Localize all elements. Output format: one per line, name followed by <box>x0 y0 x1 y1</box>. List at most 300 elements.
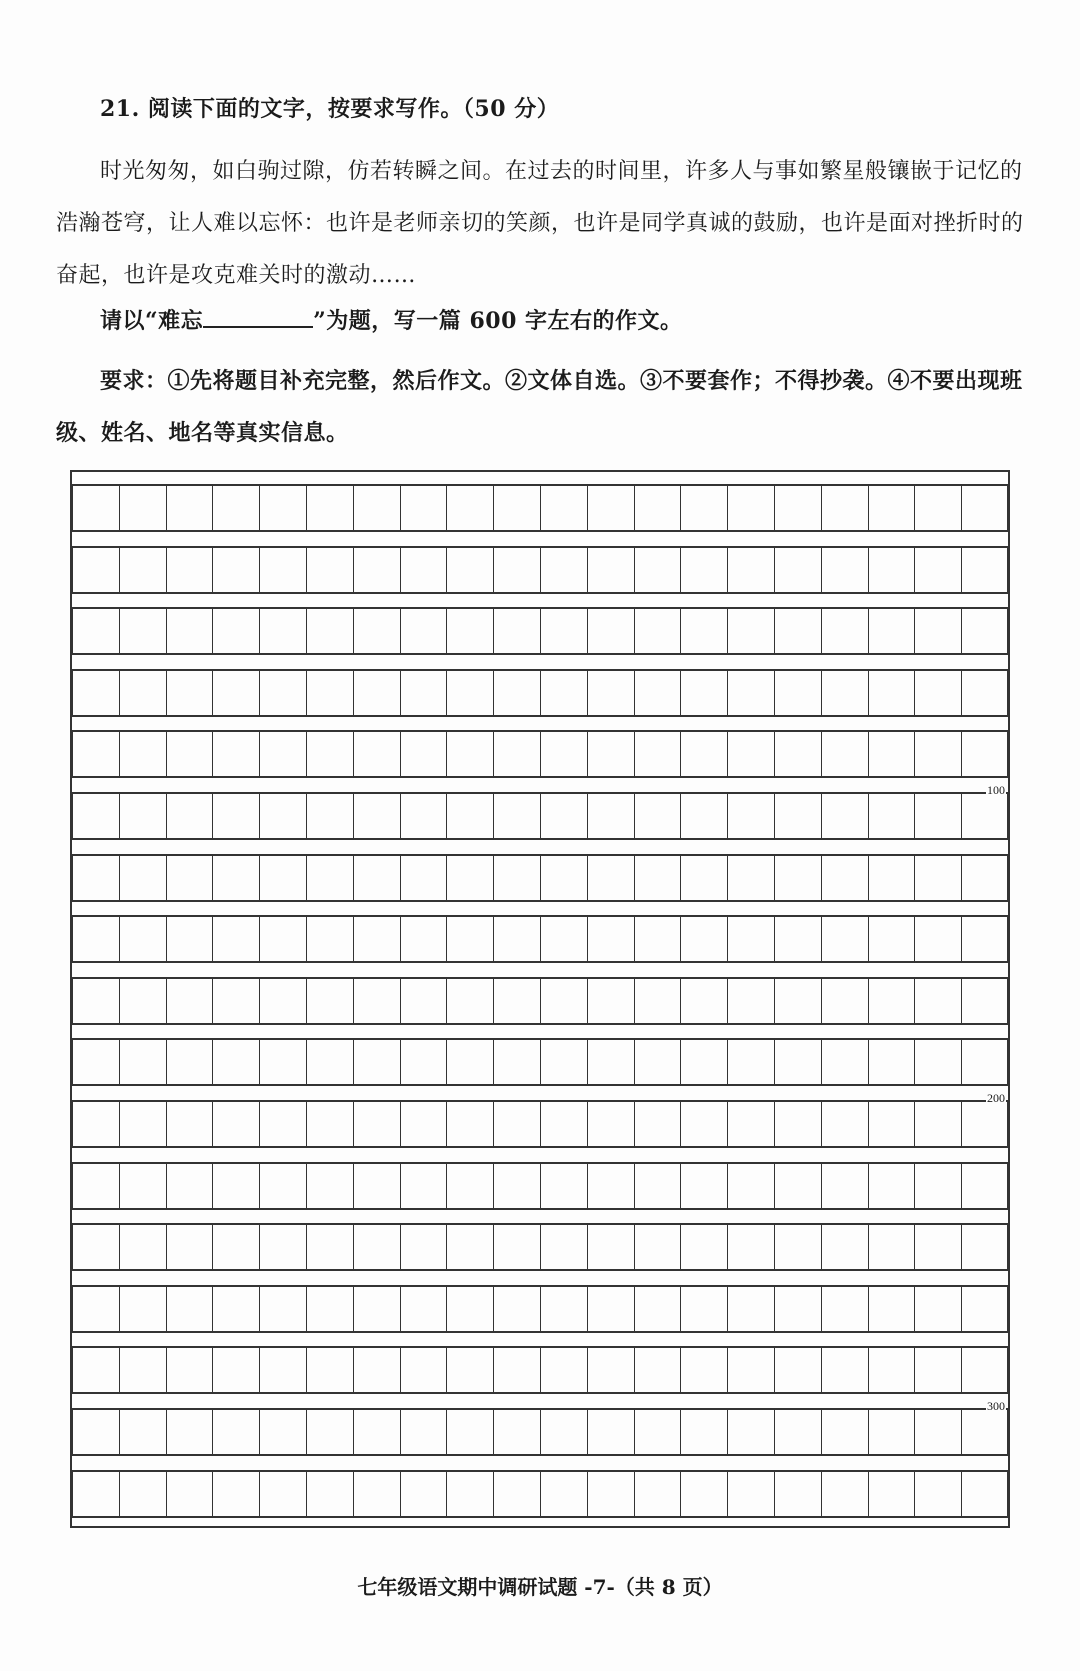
grid-cell[interactable] <box>727 1040 774 1084</box>
grid-cell[interactable] <box>259 1410 306 1454</box>
grid-cell[interactable] <box>446 486 493 530</box>
grid-cell[interactable] <box>961 1348 1008 1392</box>
grid-cell[interactable] <box>634 1287 681 1331</box>
grid-cell[interactable] <box>72 979 119 1023</box>
grid-cell[interactable] <box>493 1410 540 1454</box>
grid-cell[interactable] <box>212 609 259 653</box>
grid-cell[interactable] <box>119 917 166 961</box>
grid-cell[interactable] <box>634 609 681 653</box>
grid-cell[interactable] <box>914 548 961 592</box>
grid-cell[interactable] <box>587 1164 634 1208</box>
grid-cell[interactable] <box>634 1410 681 1454</box>
grid-cell[interactable] <box>821 548 868 592</box>
grid-cell[interactable] <box>540 671 587 715</box>
grid-cell[interactable] <box>821 1040 868 1084</box>
grid-cell[interactable] <box>774 856 821 900</box>
grid-cell[interactable] <box>212 1472 259 1516</box>
grid-cell[interactable] <box>914 1164 961 1208</box>
grid-cell[interactable] <box>119 1040 166 1084</box>
grid-cell[interactable] <box>259 732 306 776</box>
grid-cell[interactable] <box>634 856 681 900</box>
grid-cell[interactable] <box>119 979 166 1023</box>
grid-cell[interactable] <box>821 1348 868 1392</box>
grid-cell[interactable] <box>727 1102 774 1146</box>
grid-cell[interactable] <box>727 609 774 653</box>
grid-cell[interactable] <box>540 1225 587 1269</box>
grid-cell[interactable] <box>821 979 868 1023</box>
grid-cell[interactable] <box>868 794 915 838</box>
grid-cell[interactable] <box>868 671 915 715</box>
grid-cell[interactable] <box>72 486 119 530</box>
grid-cell[interactable] <box>680 979 727 1023</box>
grid-cell[interactable] <box>727 671 774 715</box>
grid-cell[interactable] <box>353 1287 400 1331</box>
grid-cell[interactable] <box>680 1040 727 1084</box>
grid-cell[interactable] <box>587 794 634 838</box>
grid-cell[interactable] <box>634 548 681 592</box>
grid-cell[interactable] <box>72 1225 119 1269</box>
grid-cell[interactable] <box>914 1102 961 1146</box>
grid-cell[interactable] <box>119 1472 166 1516</box>
grid-cell[interactable] <box>493 732 540 776</box>
grid-cell[interactable] <box>727 917 774 961</box>
grid-cell[interactable] <box>634 486 681 530</box>
grid-cell[interactable] <box>961 794 1008 838</box>
grid-cell[interactable] <box>774 1040 821 1084</box>
grid-cell[interactable] <box>212 1102 259 1146</box>
grid-cell[interactable] <box>868 1225 915 1269</box>
grid-cell[interactable] <box>446 917 493 961</box>
grid-cell[interactable] <box>212 548 259 592</box>
grid-cell[interactable] <box>212 794 259 838</box>
grid-cell[interactable] <box>72 671 119 715</box>
grid-cell[interactable] <box>774 1287 821 1331</box>
grid-cell[interactable] <box>166 1102 213 1146</box>
grid-cell[interactable] <box>353 1225 400 1269</box>
grid-cell[interactable] <box>400 917 447 961</box>
grid-cell[interactable] <box>868 1287 915 1331</box>
grid-cell[interactable] <box>306 486 353 530</box>
grid-cell[interactable] <box>306 1040 353 1084</box>
grid-cell[interactable] <box>774 1225 821 1269</box>
grid-cell[interactable] <box>353 794 400 838</box>
grid-cell[interactable] <box>493 979 540 1023</box>
grid-cell[interactable] <box>446 1225 493 1269</box>
grid-cell[interactable] <box>540 856 587 900</box>
grid-cell[interactable] <box>868 609 915 653</box>
grid-cell[interactable] <box>446 609 493 653</box>
grid-cell[interactable] <box>680 732 727 776</box>
grid-cell[interactable] <box>212 1348 259 1392</box>
grid-cell[interactable] <box>914 486 961 530</box>
grid-cell[interactable] <box>353 979 400 1023</box>
grid-cell[interactable] <box>868 548 915 592</box>
grid-cell[interactable] <box>72 1040 119 1084</box>
grid-cell[interactable] <box>680 1287 727 1331</box>
grid-cell[interactable] <box>727 794 774 838</box>
grid-cell[interactable] <box>353 609 400 653</box>
grid-cell[interactable] <box>72 1102 119 1146</box>
grid-cell[interactable] <box>493 671 540 715</box>
grid-cell[interactable] <box>587 1348 634 1392</box>
grid-cell[interactable] <box>540 1102 587 1146</box>
grid-cell[interactable] <box>821 917 868 961</box>
grid-cell[interactable] <box>72 917 119 961</box>
grid-cell[interactable] <box>119 1287 166 1331</box>
grid-cell[interactable] <box>774 1472 821 1516</box>
grid-cell[interactable] <box>914 917 961 961</box>
grid-cell[interactable] <box>400 1348 447 1392</box>
grid-cell[interactable] <box>353 1040 400 1084</box>
grid-cell[interactable] <box>72 609 119 653</box>
grid-cell[interactable] <box>166 794 213 838</box>
grid-cell[interactable] <box>259 1348 306 1392</box>
grid-cell[interactable] <box>821 1102 868 1146</box>
grid-cell[interactable] <box>727 548 774 592</box>
grid-cell[interactable] <box>774 1348 821 1392</box>
grid-cell[interactable] <box>868 1040 915 1084</box>
grid-cell[interactable] <box>446 1102 493 1146</box>
grid-cell[interactable] <box>727 1225 774 1269</box>
grid-cell[interactable] <box>400 1040 447 1084</box>
grid-cell[interactable] <box>259 548 306 592</box>
grid-cell[interactable] <box>400 1225 447 1269</box>
grid-cell[interactable] <box>961 917 1008 961</box>
grid-cell[interactable] <box>774 732 821 776</box>
grid-cell[interactable] <box>119 548 166 592</box>
grid-cell[interactable] <box>540 979 587 1023</box>
grid-cell[interactable] <box>587 1040 634 1084</box>
grid-cell[interactable] <box>821 486 868 530</box>
grid-cell[interactable] <box>634 1164 681 1208</box>
grid-cell[interactable] <box>353 486 400 530</box>
grid-cell[interactable] <box>821 1225 868 1269</box>
grid-cell[interactable] <box>400 1472 447 1516</box>
grid-cell[interactable] <box>961 856 1008 900</box>
grid-cell[interactable] <box>446 1410 493 1454</box>
grid-cell[interactable] <box>166 732 213 776</box>
grid-cell[interactable] <box>166 979 213 1023</box>
grid-cell[interactable] <box>540 1410 587 1454</box>
grid-cell[interactable] <box>680 609 727 653</box>
grid-cell[interactable] <box>493 1164 540 1208</box>
grid-cell[interactable] <box>353 1348 400 1392</box>
grid-cell[interactable] <box>634 794 681 838</box>
grid-cell[interactable] <box>727 1410 774 1454</box>
grid-cell[interactable] <box>72 856 119 900</box>
grid-cell[interactable] <box>634 1102 681 1146</box>
grid-cell[interactable] <box>727 486 774 530</box>
grid-cell[interactable] <box>212 1225 259 1269</box>
grid-cell[interactable] <box>540 1040 587 1084</box>
grid-cell[interactable] <box>72 1164 119 1208</box>
grid-cell[interactable] <box>914 1040 961 1084</box>
grid-cell[interactable] <box>961 1040 1008 1084</box>
grid-cell[interactable] <box>72 548 119 592</box>
grid-cell[interactable] <box>306 671 353 715</box>
grid-cell[interactable] <box>259 979 306 1023</box>
grid-cell[interactable] <box>914 671 961 715</box>
grid-cell[interactable] <box>680 917 727 961</box>
grid-cell[interactable] <box>493 856 540 900</box>
grid-cell[interactable] <box>353 1472 400 1516</box>
grid-cell[interactable] <box>446 794 493 838</box>
grid-cell[interactable] <box>587 917 634 961</box>
grid-cell[interactable] <box>493 609 540 653</box>
grid-cell[interactable] <box>212 979 259 1023</box>
grid-cell[interactable] <box>680 1225 727 1269</box>
grid-cell[interactable] <box>306 1225 353 1269</box>
grid-cell[interactable] <box>727 979 774 1023</box>
grid-cell[interactable] <box>400 1287 447 1331</box>
grid-cell[interactable] <box>166 1164 213 1208</box>
grid-cell[interactable] <box>540 1348 587 1392</box>
grid-cell[interactable] <box>493 1225 540 1269</box>
grid-cell[interactable] <box>119 732 166 776</box>
grid-cell[interactable] <box>259 1040 306 1084</box>
grid-cell[interactable] <box>166 548 213 592</box>
grid-cell[interactable] <box>961 1225 1008 1269</box>
grid-cell[interactable] <box>774 671 821 715</box>
grid-cell[interactable] <box>914 1225 961 1269</box>
grid-cell[interactable] <box>821 671 868 715</box>
grid-cell[interactable] <box>680 856 727 900</box>
grid-cell[interactable] <box>914 1410 961 1454</box>
grid-cell[interactable] <box>212 1287 259 1331</box>
grid-cell[interactable] <box>961 609 1008 653</box>
grid-cell[interactable] <box>119 1102 166 1146</box>
grid-cell[interactable] <box>774 1410 821 1454</box>
grid-cell[interactable] <box>821 1164 868 1208</box>
grid-cell[interactable] <box>868 732 915 776</box>
grid-cell[interactable] <box>774 979 821 1023</box>
grid-cell[interactable] <box>166 1472 213 1516</box>
grid-cell[interactable] <box>72 1287 119 1331</box>
grid-cell[interactable] <box>821 794 868 838</box>
grid-cell[interactable] <box>493 1287 540 1331</box>
grid-cell[interactable] <box>306 856 353 900</box>
grid-cell[interactable] <box>400 548 447 592</box>
grid-cell[interactable] <box>493 1348 540 1392</box>
grid-cell[interactable] <box>587 1102 634 1146</box>
grid-cell[interactable] <box>212 486 259 530</box>
grid-cell[interactable] <box>493 794 540 838</box>
grid-cell[interactable] <box>212 917 259 961</box>
grid-cell[interactable] <box>166 486 213 530</box>
grid-cell[interactable] <box>306 1164 353 1208</box>
grid-cell[interactable] <box>680 671 727 715</box>
grid-cell[interactable] <box>119 1348 166 1392</box>
grid-cell[interactable] <box>634 1040 681 1084</box>
grid-cell[interactable] <box>727 732 774 776</box>
grid-cell[interactable] <box>212 1164 259 1208</box>
grid-cell[interactable] <box>774 917 821 961</box>
grid-cell[interactable] <box>400 979 447 1023</box>
grid-cell[interactable] <box>680 794 727 838</box>
grid-cell[interactable] <box>119 1225 166 1269</box>
grid-cell[interactable] <box>821 856 868 900</box>
grid-cell[interactable] <box>961 1410 1008 1454</box>
grid-cell[interactable] <box>961 671 1008 715</box>
grid-cell[interactable] <box>868 486 915 530</box>
grid-cell[interactable] <box>166 1410 213 1454</box>
grid-cell[interactable] <box>353 1164 400 1208</box>
grid-cell[interactable] <box>166 609 213 653</box>
grid-cell[interactable] <box>868 856 915 900</box>
grid-cell[interactable] <box>634 917 681 961</box>
grid-cell[interactable] <box>446 1472 493 1516</box>
grid-cell[interactable] <box>868 917 915 961</box>
grid-cell[interactable] <box>259 671 306 715</box>
grid-cell[interactable] <box>540 486 587 530</box>
grid-cell[interactable] <box>259 1472 306 1516</box>
grid-cell[interactable] <box>306 917 353 961</box>
grid-cell[interactable] <box>446 1040 493 1084</box>
grid-cell[interactable] <box>540 732 587 776</box>
grid-cell[interactable] <box>119 794 166 838</box>
grid-cell[interactable] <box>587 671 634 715</box>
grid-cell[interactable] <box>119 1164 166 1208</box>
grid-cell[interactable] <box>634 1472 681 1516</box>
grid-cell[interactable] <box>306 732 353 776</box>
grid-cell[interactable] <box>774 1164 821 1208</box>
grid-cell[interactable] <box>306 609 353 653</box>
grid-cell[interactable] <box>306 548 353 592</box>
grid-cell[interactable] <box>680 548 727 592</box>
grid-cell[interactable] <box>727 1164 774 1208</box>
grid-cell[interactable] <box>914 609 961 653</box>
grid-cell[interactable] <box>540 548 587 592</box>
grid-cell[interactable] <box>446 1164 493 1208</box>
grid-cell[interactable] <box>914 1472 961 1516</box>
grid-cell[interactable] <box>914 856 961 900</box>
grid-cell[interactable] <box>72 1348 119 1392</box>
grid-cell[interactable] <box>212 1040 259 1084</box>
grid-cell[interactable] <box>680 486 727 530</box>
grid-cell[interactable] <box>259 794 306 838</box>
grid-cell[interactable] <box>166 917 213 961</box>
grid-cell[interactable] <box>821 609 868 653</box>
grid-cell[interactable] <box>119 486 166 530</box>
grid-cell[interactable] <box>259 856 306 900</box>
grid-cell[interactable] <box>540 1472 587 1516</box>
grid-cell[interactable] <box>72 794 119 838</box>
title-blank[interactable] <box>203 306 313 328</box>
grid-cell[interactable] <box>119 1410 166 1454</box>
grid-cell[interactable] <box>446 671 493 715</box>
grid-cell[interactable] <box>400 486 447 530</box>
grid-cell[interactable] <box>72 1472 119 1516</box>
grid-cell[interactable] <box>212 856 259 900</box>
grid-cell[interactable] <box>540 794 587 838</box>
grid-cell[interactable] <box>821 1472 868 1516</box>
grid-cell[interactable] <box>914 794 961 838</box>
grid-cell[interactable] <box>353 1410 400 1454</box>
grid-cell[interactable] <box>259 486 306 530</box>
grid-cell[interactable] <box>493 486 540 530</box>
grid-cell[interactable] <box>587 486 634 530</box>
grid-cell[interactable] <box>166 856 213 900</box>
grid-cell[interactable] <box>212 732 259 776</box>
grid-cell[interactable] <box>774 486 821 530</box>
grid-cell[interactable] <box>166 1348 213 1392</box>
grid-cell[interactable] <box>306 1348 353 1392</box>
grid-cell[interactable] <box>821 732 868 776</box>
grid-cell[interactable] <box>680 1472 727 1516</box>
grid-cell[interactable] <box>680 1348 727 1392</box>
grid-cell[interactable] <box>868 1410 915 1454</box>
grid-cell[interactable] <box>868 1102 915 1146</box>
grid-cell[interactable] <box>961 1164 1008 1208</box>
grid-cell[interactable] <box>353 917 400 961</box>
grid-cell[interactable] <box>587 1410 634 1454</box>
grid-cell[interactable] <box>446 548 493 592</box>
grid-cell[interactable] <box>446 732 493 776</box>
grid-cell[interactable] <box>259 1287 306 1331</box>
grid-cell[interactable] <box>353 671 400 715</box>
grid-cell[interactable] <box>446 856 493 900</box>
grid-cell[interactable] <box>259 917 306 961</box>
grid-cell[interactable] <box>72 732 119 776</box>
grid-cell[interactable] <box>821 1410 868 1454</box>
grid-cell[interactable] <box>774 609 821 653</box>
grid-cell[interactable] <box>212 671 259 715</box>
grid-cell[interactable] <box>587 609 634 653</box>
grid-cell[interactable] <box>961 1287 1008 1331</box>
grid-cell[interactable] <box>680 1102 727 1146</box>
grid-cell[interactable] <box>259 1164 306 1208</box>
grid-cell[interactable] <box>868 1164 915 1208</box>
grid-cell[interactable] <box>400 732 447 776</box>
grid-cell[interactable] <box>587 548 634 592</box>
grid-cell[interactable] <box>868 979 915 1023</box>
grid-cell[interactable] <box>587 732 634 776</box>
grid-cell[interactable] <box>540 1164 587 1208</box>
grid-cell[interactable] <box>961 979 1008 1023</box>
grid-cell[interactable] <box>540 917 587 961</box>
grid-cell[interactable] <box>306 794 353 838</box>
grid-cell[interactable] <box>446 1287 493 1331</box>
grid-cell[interactable] <box>587 1472 634 1516</box>
grid-cell[interactable] <box>493 1102 540 1146</box>
grid-cell[interactable] <box>493 1472 540 1516</box>
grid-cell[interactable] <box>914 732 961 776</box>
grid-cell[interactable] <box>961 1472 1008 1516</box>
grid-cell[interactable] <box>166 671 213 715</box>
grid-cell[interactable] <box>868 1472 915 1516</box>
grid-cell[interactable] <box>259 609 306 653</box>
grid-cell[interactable] <box>353 732 400 776</box>
grid-cell[interactable] <box>774 1102 821 1146</box>
grid-cell[interactable] <box>914 1287 961 1331</box>
grid-cell[interactable] <box>400 1410 447 1454</box>
grid-cell[interactable] <box>680 1410 727 1454</box>
grid-cell[interactable] <box>634 979 681 1023</box>
grid-cell[interactable] <box>680 1164 727 1208</box>
grid-cell[interactable] <box>446 979 493 1023</box>
grid-cell[interactable] <box>493 1040 540 1084</box>
grid-cell[interactable] <box>540 1287 587 1331</box>
grid-cell[interactable] <box>587 1287 634 1331</box>
grid-cell[interactable] <box>961 486 1008 530</box>
grid-cell[interactable] <box>961 548 1008 592</box>
grid-cell[interactable] <box>634 671 681 715</box>
grid-cell[interactable] <box>119 856 166 900</box>
grid-cell[interactable] <box>727 1472 774 1516</box>
grid-cell[interactable] <box>961 1102 1008 1146</box>
grid-cell[interactable] <box>821 1287 868 1331</box>
grid-cell[interactable] <box>774 548 821 592</box>
